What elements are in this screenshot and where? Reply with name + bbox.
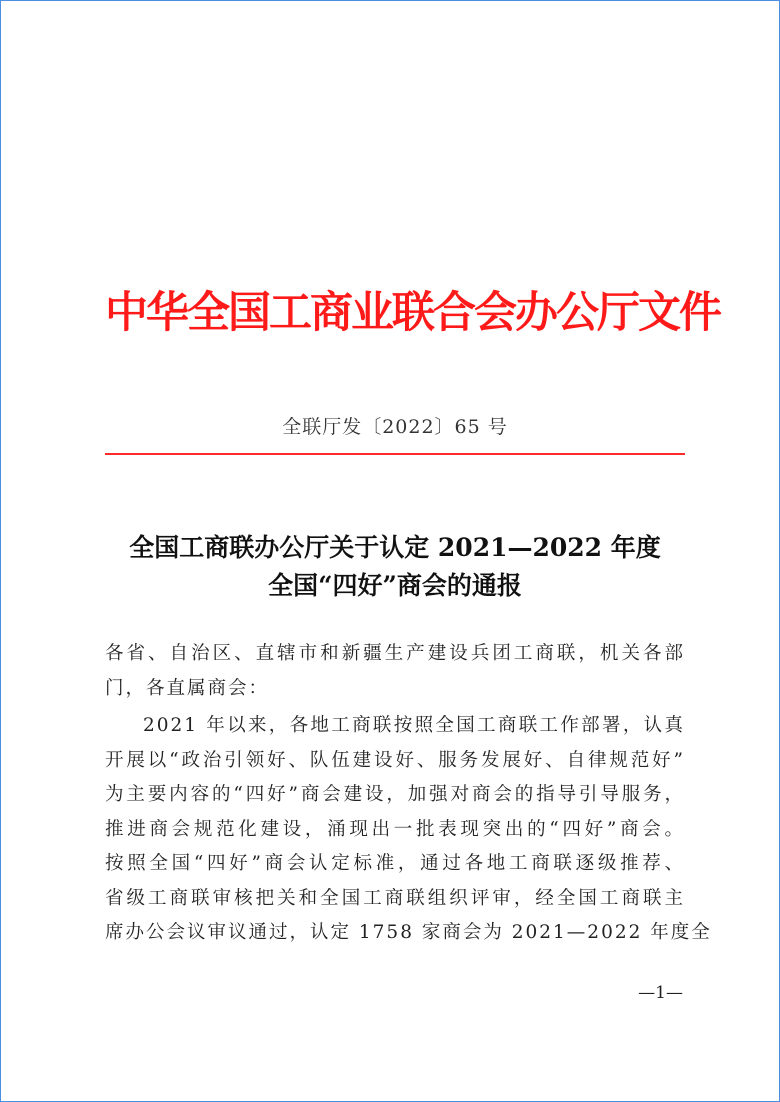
page-number: —1— xyxy=(638,983,683,1003)
body-line: 按照全国“四好”商会认定标准，通过各地工商联逐级推荐、 xyxy=(105,853,685,874)
body-line: 席办公会议审议通过，认定 1758 家商会为 2021—2022 年度全 xyxy=(105,922,712,943)
notice-title xyxy=(105,529,685,605)
body-line: 为主要内容的“四好”商会建设，加强对商会的指导引导服务， xyxy=(105,784,685,805)
body-line: 省级工商联审核把关和全国工商联组织评审，经全国工商联主 xyxy=(105,887,685,909)
body-line: 2021 年以来，各地工商联按照全国工商联工作部署，认真 xyxy=(143,715,685,736)
addressee-line: 各省、自治区、直辖市和新疆生产建设兵团工商联，机关各部 xyxy=(105,643,685,664)
document-number: 全联厅发〔2022〕65 号 xyxy=(282,416,508,438)
body-line: 开展以“政治引领好、队伍建设好、服务发展好、自律规范好” xyxy=(105,749,685,771)
header-divider xyxy=(105,453,685,455)
addressee xyxy=(105,637,685,706)
addressee-line: 门，各直属商会： xyxy=(105,677,270,699)
body-paragraph xyxy=(105,709,712,951)
document-header-title: 中华全国工商业联合会办公厅文件 xyxy=(105,288,720,338)
notice-title-line: 全国“四好”商会的通报 xyxy=(268,571,522,600)
body-line: 推进商会规范化建设，涌现出一批表现突出的“四好”商会。 xyxy=(105,818,685,840)
notice-title-line: 全国工商联办公厅关于认定 2021—2022 年度 xyxy=(129,533,661,562)
